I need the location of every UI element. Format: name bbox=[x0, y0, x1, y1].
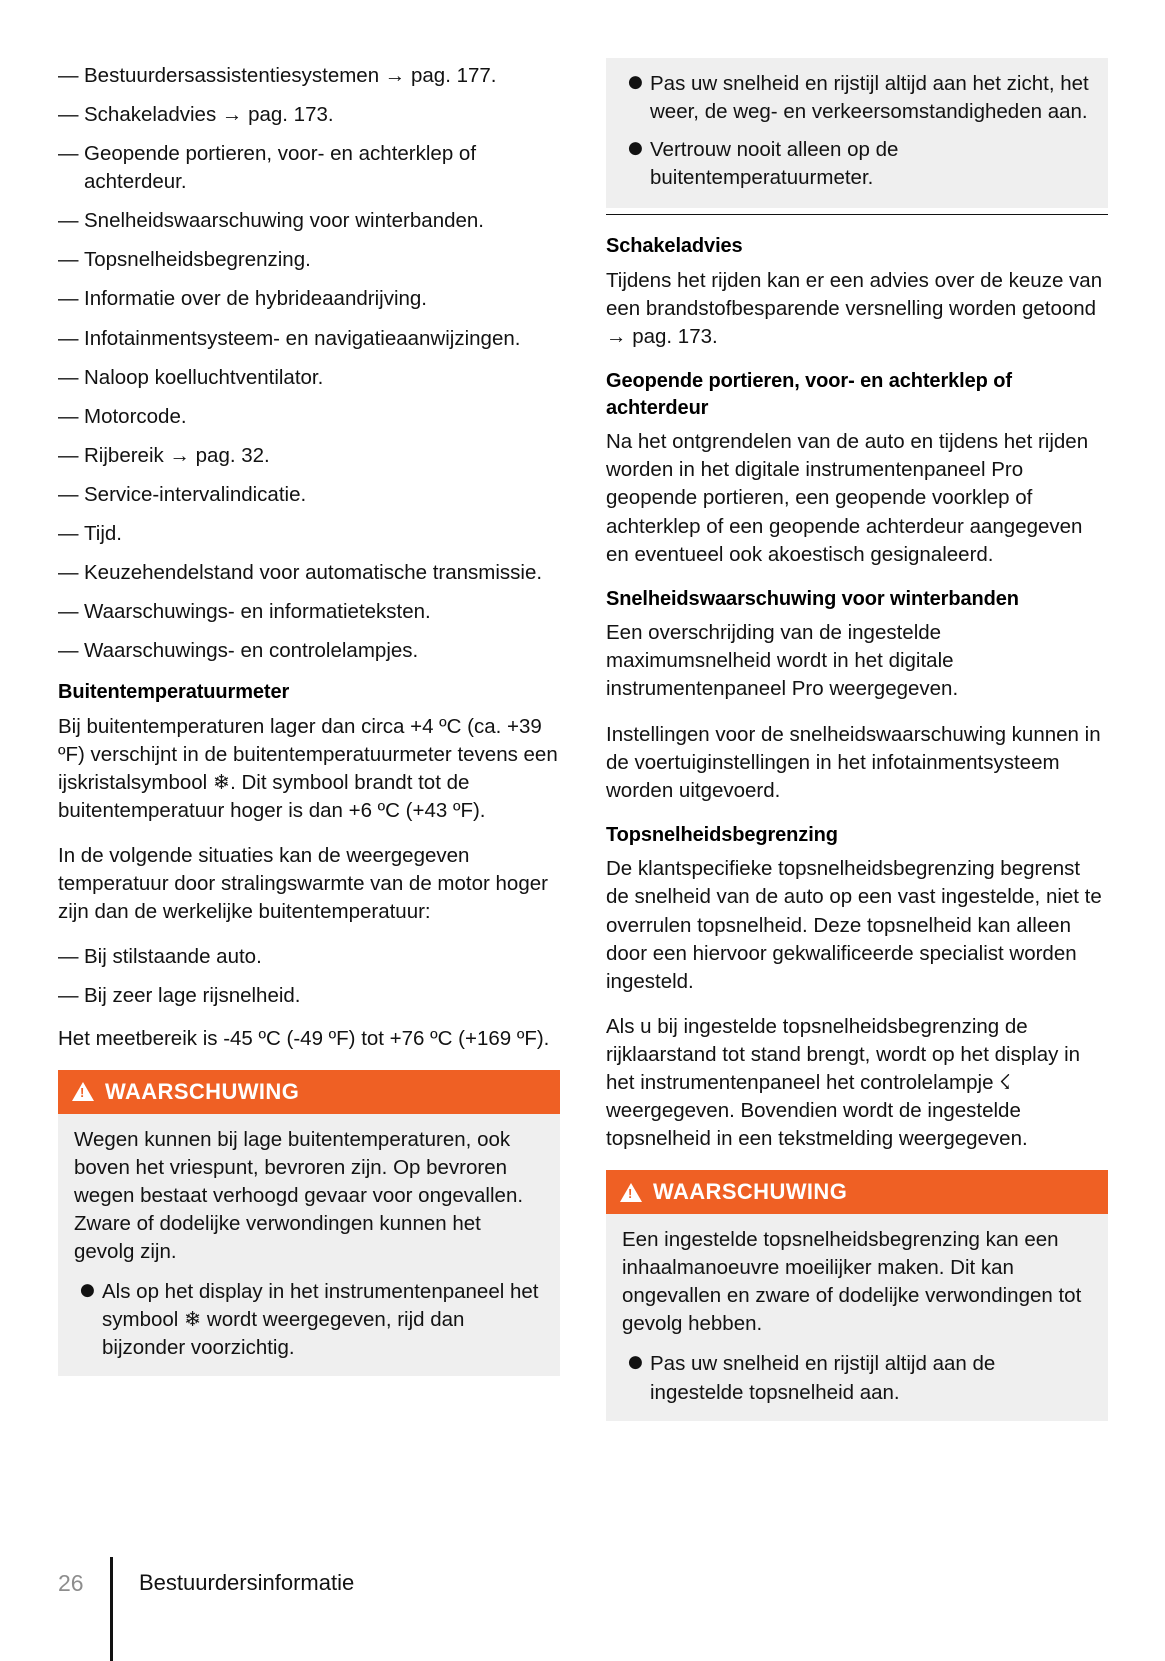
bullet-icon: ● bbox=[80, 1280, 95, 1301]
page-columns bbox=[58, 62, 1108, 1431]
section-heading-geopende-portieren: Geopende portieren, voor- en achterklep of achterdeur bbox=[606, 370, 1012, 419]
list-item-label: Vertrouw nooit alleen op de buitentemperatuurmeter. bbox=[650, 138, 899, 190]
warning-body bbox=[606, 1214, 1108, 1420]
list-item-label: Infotainmentsysteem- en navigatieaanwijzingen. bbox=[84, 326, 521, 350]
list-item-label: Naloop koelluchtventilator. bbox=[84, 365, 324, 389]
list-item bbox=[58, 637, 560, 665]
list-item-label: Schakeladvies → pag. 173. bbox=[84, 103, 334, 127]
list-item-label: Motorcode. bbox=[84, 404, 187, 428]
list-item-label: Als op het display in het instrumentenpaneel het symbool ❄ wordt weergegeven, rijd dan bijzonder voorzichtig. bbox=[102, 1280, 539, 1360]
warning-triangle-icon bbox=[72, 1082, 94, 1101]
list-item bbox=[58, 520, 560, 548]
paragraph: In de volgende situaties kan de weergegeven temperatuur door stralingswarmte van de motor hoger zijn dan de werkelijke buitentemperatuur: bbox=[58, 844, 548, 924]
paragraph: Een overschrijding van de ingestelde maximumsnelheid wordt in het digitale instrumentenpaneel Pro weergegeven. bbox=[606, 621, 959, 701]
list-item bbox=[58, 442, 560, 470]
list-item-label: Waarschuwings- en informatieteksten. bbox=[84, 600, 431, 624]
warning-box-continued bbox=[606, 58, 1108, 208]
right-column bbox=[606, 62, 1108, 1431]
warning-bullets bbox=[622, 1350, 1092, 1406]
dash-marker: — bbox=[58, 287, 79, 311]
list-item-label: Bij stilstaande auto. bbox=[84, 945, 262, 969]
dash-marker: — bbox=[58, 142, 79, 166]
list-item bbox=[58, 325, 560, 353]
list-item-label: Bij zeer lage rijsnelheid. bbox=[84, 984, 301, 1008]
warning-box-right bbox=[606, 1170, 1108, 1420]
temp-situations-list bbox=[58, 943, 560, 1010]
bullet-icon: ● bbox=[628, 72, 643, 92]
section-heading-buitentemperatuurmeter: Buitentemperatuurmeter bbox=[58, 681, 290, 704]
dash-marker: — bbox=[58, 482, 79, 506]
dash-marker: — bbox=[58, 248, 79, 272]
list-item-label: Informatie over de hybrideaandrijving. bbox=[84, 287, 427, 311]
list-item bbox=[58, 403, 560, 431]
dash-marker: — bbox=[58, 209, 79, 233]
dash-marker: — bbox=[58, 600, 79, 624]
paragraph: De klantspecifieke topsnelheidsbegrenzing begrenst de snelheid van de auto op een vast ingestelde, niet te overrulen topsnelheid. Deze topsnelheid kan alleen door een hiervoor gekwalificeerde specialist worden ingesteld. bbox=[606, 857, 1102, 993]
dash-marker: — bbox=[58, 64, 79, 87]
list-item-label: Geopende portieren, voor- en achterklep of achterdeur. bbox=[84, 142, 477, 194]
dash-marker: — bbox=[58, 639, 79, 663]
paragraph: Tijdens het rijden kan er een advies over de keuze van een brandstofbesparende versnelling worden getoond → pag. 173. bbox=[606, 268, 1103, 349]
warning-header bbox=[606, 1170, 1108, 1214]
warning-header bbox=[58, 1070, 560, 1114]
list-item bbox=[58, 101, 560, 129]
paragraph: Bij buitentemperaturen lager dan circa +4 ºC (ca. +39 ºF) verschijnt in de buitentemperatuurmeter tevens een ijskristalsymbool ❄. Dit symbool brandt tot de buitentemperatuur hoger is dan +6 ºC (+43 ºF). bbox=[58, 714, 558, 823]
paragraph: Een ingestelde topsnelheidsbegrenzing kan een inhaalmanoeuvre moeilijker maken. Dit kan ongevallen en zware of dodelijke verwondingen tot gevolg hebben. bbox=[622, 1228, 1082, 1336]
list-item bbox=[622, 1350, 1092, 1406]
list-item-label: Rijbereik → pag. 32. bbox=[84, 443, 270, 467]
footer-section-title: Bestuurdersinformatie bbox=[139, 1570, 355, 1595]
footer-divider bbox=[110, 1557, 113, 1661]
list-item-label: Keuzehendelstand voor automatische transmissie. bbox=[84, 561, 543, 585]
section-heading-snelheidswaarschuwing: Snelheidswaarschuwing voor winterbanden bbox=[606, 587, 1019, 610]
list-item-label: Waarschuwings- en controlelampjes. bbox=[84, 639, 419, 663]
display-items-list bbox=[58, 62, 560, 665]
list-item bbox=[58, 246, 560, 274]
paragraph: Als u bij ingestelde topsnelheidsbegrenzing de rijklaarstand tot stand brengt, wordt op het display in het instrumentenpaneel het controlelampje ☇ weergegeven. Bovendien wordt de ingestelde topsnelheid in een tekstmelding weergegeven. bbox=[606, 1014, 1081, 1151]
warning-triangle-icon bbox=[620, 1183, 642, 1202]
dash-marker: — bbox=[58, 443, 79, 467]
section-heading-topsnelheidsbegrenzing: Topsnelheidsbegrenzing bbox=[606, 823, 838, 846]
dash-marker: — bbox=[58, 103, 79, 127]
warning-box-left bbox=[58, 1070, 560, 1377]
list-item-label: Snelheidswaarschuwing voor winterbanden. bbox=[84, 209, 484, 233]
list-item bbox=[58, 943, 560, 971]
warning-title: WAARSCHUWING bbox=[105, 1078, 300, 1104]
list-item-label: Topsnelheidsbegrenzing. bbox=[84, 248, 311, 272]
list-item bbox=[58, 481, 560, 509]
section-divider bbox=[606, 214, 1108, 215]
list-item bbox=[58, 598, 560, 626]
page-number: 26 bbox=[58, 1569, 84, 1596]
list-item bbox=[58, 559, 560, 587]
list-item-label: Tijd. bbox=[84, 521, 122, 545]
dash-marker: — bbox=[58, 561, 79, 585]
dash-marker: — bbox=[58, 521, 79, 545]
list-item-label: Service-intervalindicatie. bbox=[84, 482, 307, 506]
left-column bbox=[58, 62, 560, 1431]
bullet-icon: ● bbox=[628, 1352, 643, 1373]
list-item bbox=[74, 1278, 544, 1362]
warning-continued-bullets bbox=[622, 70, 1092, 192]
list-item-label: Pas uw snelheid en rijstijl altijd aan de ingestelde topsnelheid aan. bbox=[650, 1352, 996, 1404]
list-item-label: Bestuurdersassistentiesystemen → pag. 177. bbox=[84, 64, 497, 87]
warning-bullets bbox=[74, 1278, 544, 1362]
warning-body bbox=[58, 1114, 560, 1377]
list-item bbox=[58, 982, 560, 1010]
bullet-icon: ● bbox=[628, 138, 643, 159]
dash-marker: — bbox=[58, 945, 79, 969]
section-heading-schakeladvies: Schakeladvies bbox=[606, 235, 743, 258]
dash-marker: — bbox=[58, 984, 79, 1008]
paragraph: Het meetbereik is -45 ºC (-49 ºF) tot +76 ºC (+169 ºF). bbox=[58, 1026, 550, 1050]
paragraph: Wegen kunnen bij lage buitentemperaturen, ook boven het vriespunt, bevroren zijn. Op bevroren wegen bestaat verhoogd gevaar voor ongevallen. Zware of dodelijke verwondingen kunnen het gevolg zijn. bbox=[74, 1127, 524, 1263]
dash-marker: — bbox=[58, 404, 79, 428]
list-item bbox=[58, 285, 560, 313]
list-item bbox=[58, 140, 560, 196]
list-item bbox=[622, 70, 1092, 126]
list-item bbox=[58, 62, 560, 90]
warning-title: WAARSCHUWING bbox=[653, 1179, 848, 1205]
page-footer bbox=[58, 1561, 354, 1605]
paragraph: Na het ontgrendelen van de auto en tijdens het rijden worden in het digitale instrumentenpaneel Pro geopende portieren, een geopende voorklep of achterklep of een geopende achterdeur aangegeven en eventueel ook akoestisch gesignaleerd. bbox=[606, 430, 1089, 566]
paragraph: Instellingen voor de snelheidswaarschuwing kunnen in de voertuiginstellingen in het infotainmentsysteem worden uitgevoerd. bbox=[606, 722, 1101, 802]
dash-marker: — bbox=[58, 365, 79, 389]
list-item-label: Pas uw snelheid en rijstijl altijd aan het zicht, het weer, de weg- en verkeersomstandigheden aan. bbox=[650, 72, 1089, 124]
list-item bbox=[58, 207, 560, 235]
dash-marker: — bbox=[58, 326, 79, 350]
list-item bbox=[622, 136, 1092, 192]
list-item bbox=[58, 364, 560, 392]
